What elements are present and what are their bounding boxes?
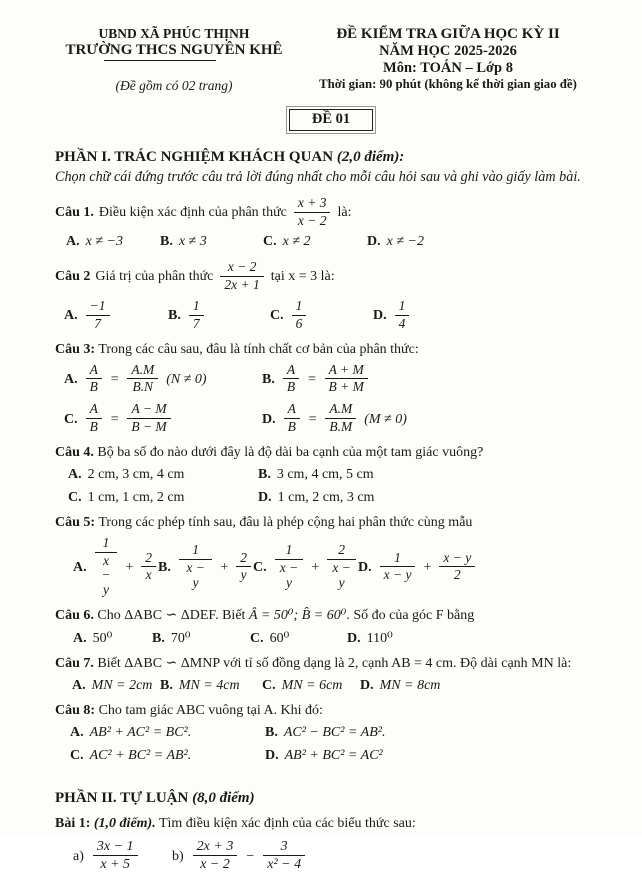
fraction-denominator: 7 — [192, 315, 200, 331]
option-label: A. — [70, 724, 84, 740]
fraction-denominator: x − 2 — [297, 212, 327, 228]
fraction — [127, 363, 158, 396]
option-c — [253, 537, 358, 599]
part2-title-text: PHẦN II. TỰ LUẬN — [55, 789, 189, 806]
option-text: x ≠ −2 — [386, 234, 424, 249]
option-label: D. — [358, 559, 372, 575]
duration-note: Thời gian: 90 phút (không kể thời gian giao đề) — [319, 77, 577, 91]
fraction-denominator: B.N — [132, 379, 154, 395]
fraction — [141, 551, 156, 584]
option-text: MN = 6cm — [281, 677, 343, 693]
header-left-block — [55, 26, 293, 94]
option-label: C. — [70, 747, 84, 763]
option-b — [265, 725, 598, 741]
question-6-label: Câu 6. — [55, 608, 94, 624]
header — [55, 26, 598, 94]
option-c — [250, 630, 347, 647]
question-4-label: Câu 4. — [55, 444, 94, 460]
option-c — [68, 490, 258, 506]
plus-sign: + — [311, 559, 320, 575]
fraction — [93, 839, 138, 873]
minus-sign: − — [246, 848, 255, 864]
question-3-text: Trong các câu sau, đâu là tính chất cơ bản của phân thức: — [98, 341, 419, 357]
option-c — [270, 300, 373, 333]
issuing-authority: UBND XÃ PHÚC THỊNH — [98, 26, 250, 41]
option-label: A. — [73, 630, 87, 646]
option-label: C. — [64, 411, 78, 427]
plus-sign: + — [125, 559, 134, 575]
exam-title: ĐỀ KIỂM TRA GIỮA HỌC KỲ II — [336, 26, 560, 42]
fraction-numerator: A + M — [325, 363, 368, 380]
option-text: MN = 8cm — [379, 677, 441, 693]
option-a — [70, 725, 265, 741]
question-8 — [55, 702, 598, 764]
question-8-options — [55, 725, 598, 764]
exercise-1-items — [55, 840, 598, 873]
exercise-1 — [55, 815, 598, 873]
question-4-text: Bộ ba số đo nào dưới đây là độ dài ba cạnh của một tam giác vuông? — [97, 444, 484, 460]
question-6-stem — [55, 607, 598, 626]
option-text: 70⁰ — [170, 631, 191, 646]
fraction — [86, 402, 102, 435]
fraction-denominator: 2 — [453, 567, 461, 583]
option-text: 50⁰ — [92, 631, 113, 646]
fraction-numerator: A.M — [127, 363, 158, 380]
option-suffix: (N ≠ 0) — [166, 371, 207, 387]
option-label: B. — [258, 466, 271, 482]
question-4-stem — [55, 444, 598, 463]
option-text: MN = 2cm — [91, 677, 153, 693]
question-1-stem — [55, 194, 598, 232]
fraction-denominator: B — [286, 379, 296, 395]
fraction-numerator: A — [284, 402, 300, 419]
fraction — [86, 299, 110, 332]
fraction — [263, 839, 305, 873]
fraction — [127, 402, 170, 435]
option-label: B. — [158, 559, 171, 575]
fraction-denominator: 6 — [295, 315, 303, 331]
option-text: AB² + AC² = BC². — [89, 724, 192, 740]
option-b — [168, 300, 270, 333]
question-3-stem — [55, 341, 598, 360]
option-a — [66, 234, 160, 250]
fraction — [284, 402, 300, 435]
option-label: D. — [367, 234, 381, 249]
fraction — [86, 363, 102, 396]
question-3-options — [55, 361, 598, 436]
part1-instruction: Chọn chữ cái đứng trước câu trả lời đúng nhất cho mỗi câu hỏi sau và ghi vào giấy làm bài. — [55, 169, 581, 185]
part1-title-text: PHẦN I. TRÁC NGHIỆM KHÁCH QUAN — [55, 149, 334, 165]
option-d — [347, 630, 598, 647]
option-d — [265, 748, 598, 764]
fraction-denominator: x − y — [383, 567, 412, 583]
fraction-numerator: 2 — [327, 543, 356, 560]
fraction-denominator: B.M — [329, 419, 353, 435]
fraction-denominator: 7 — [94, 315, 101, 331]
subject-grade: Môn: TOÁN – Lớp 8 — [383, 60, 513, 76]
fraction — [275, 543, 304, 591]
exercise-1-points: (1,0 điểm). — [93, 815, 156, 831]
fraction-denominator: x − y — [101, 552, 111, 598]
option-text: MN = 4cm — [178, 677, 240, 693]
option-d — [262, 403, 598, 436]
fraction-numerator: x + 3 — [294, 196, 331, 213]
plus-sign: + — [220, 559, 229, 575]
question-2-options — [55, 300, 598, 333]
question-5 — [55, 514, 598, 599]
question-6-math: Â = 50⁰; B̂ = 60⁰ — [248, 608, 347, 624]
fraction-denominator: y — [240, 567, 247, 583]
option-label: A. — [73, 559, 87, 575]
fraction-numerator: A — [283, 363, 299, 380]
option-c — [64, 403, 262, 436]
header-right-block — [298, 26, 598, 92]
fraction — [327, 543, 356, 591]
fraction-numerator: 3 — [263, 839, 305, 856]
fraction — [439, 551, 475, 584]
exercise-1-stem — [55, 815, 598, 834]
fraction-numerator: 2 — [141, 551, 156, 568]
question-7-stem — [55, 655, 598, 674]
option-label: A. — [66, 234, 80, 249]
part2-title — [55, 790, 598, 807]
option-label: A. — [72, 677, 86, 693]
fraction — [236, 551, 251, 584]
option-b — [158, 537, 253, 599]
option-text: 1 cm, 2 cm, 3 cm — [277, 489, 375, 505]
option-text: x ≠ −3 — [85, 234, 123, 249]
option-label: D. — [373, 308, 387, 324]
question-2-text: Giá trị của phân thức — [95, 269, 214, 284]
fraction — [283, 363, 299, 396]
item-b-label: b) — [172, 848, 184, 864]
equals-sign: = — [307, 411, 318, 427]
question-5-stem — [55, 514, 598, 533]
option-text: 3 cm, 4 cm, 5 cm — [276, 466, 374, 482]
option-label: C. — [270, 308, 284, 324]
question-1-label: Câu 1. — [55, 205, 94, 220]
question-6-options — [55, 630, 598, 647]
plus-sign: + — [423, 559, 432, 575]
question-7-text: Biết ΔABC ∽ ΔMNP với tỉ số đồng dạng là 2, cạnh AB = 4 cm. Độ dài cạnh MN là: — [97, 656, 572, 671]
question-4 — [55, 444, 598, 506]
option-d — [258, 490, 598, 506]
question-6-text: Cho ΔABC ∽ ΔDEF. Biết — [97, 608, 246, 624]
option-d — [360, 678, 598, 694]
fraction — [220, 260, 263, 293]
fraction-denominator: B — [287, 419, 296, 435]
question-7 — [55, 655, 598, 694]
exercise-1-text: Tìm điều kiện xác định của các biểu thức sau: — [158, 815, 416, 831]
option-label: C. — [68, 489, 82, 505]
option-label: C. — [263, 234, 277, 249]
fraction-denominator: x − 2 — [200, 857, 230, 873]
item-a-label: a) — [73, 848, 84, 864]
option-text: AC² − BC² = AB². — [283, 724, 386, 740]
question-4-options — [55, 467, 598, 506]
fraction-numerator: 3x − 1 — [93, 839, 138, 856]
question-2-label: Câu 2 — [55, 269, 91, 284]
option-b — [262, 361, 598, 397]
fraction-denominator: x − y — [332, 560, 351, 590]
question-5-label: Câu 5: — [55, 514, 96, 530]
option-label: A. — [68, 466, 82, 482]
option-label: B. — [262, 371, 275, 387]
fraction — [292, 299, 307, 332]
fraction-denominator: x − y — [186, 560, 205, 590]
question-1 — [55, 194, 598, 250]
fraction-denominator: x + 5 — [100, 857, 131, 873]
option-text: x ≠ 2 — [282, 234, 311, 249]
question-7-label: Câu 7. — [55, 656, 94, 671]
fraction — [294, 196, 331, 229]
option-text: 2 cm, 3 cm, 4 cm — [87, 466, 185, 482]
option-suffix: (M ≠ 0) — [364, 411, 407, 427]
exam-code-box: ĐỀ 01 — [289, 109, 373, 131]
question-8-label: Câu 8: — [55, 702, 96, 718]
option-c — [70, 748, 265, 764]
option-label: D. — [347, 630, 361, 646]
fraction-denominator: B — [89, 379, 98, 395]
fraction-denominator: B — [89, 419, 98, 435]
fraction-numerator: 1 — [380, 551, 416, 568]
option-label: B. — [168, 308, 181, 324]
fraction — [189, 299, 204, 332]
option-a — [73, 630, 152, 647]
question-1-text-after: là: — [337, 205, 352, 220]
fraction-numerator: 1 — [95, 536, 118, 553]
fraction — [179, 543, 213, 591]
fraction-denominator: x — [145, 567, 152, 583]
option-text: 60⁰ — [269, 631, 290, 646]
option-label: B. — [265, 724, 278, 740]
equals-sign: = — [109, 411, 120, 427]
option-label: D. — [265, 747, 279, 763]
question-1-options — [55, 234, 598, 250]
fraction — [380, 551, 416, 584]
question-2-stem — [55, 258, 598, 296]
fraction — [325, 402, 356, 435]
question-5-text: Trong các phép tính sau, đâu là phép cộng hai phân thức cùng mẫu — [98, 514, 473, 530]
question-7-options — [55, 678, 598, 694]
part1-title — [55, 149, 598, 166]
school-name: TRƯỜNG THCS NGUYÊN KHÊ — [65, 42, 283, 58]
fraction-denominator: x − y — [279, 560, 299, 590]
part2-points: (8,0 điểm) — [192, 789, 255, 806]
fraction-numerator: A.M — [325, 402, 356, 419]
option-a — [64, 361, 262, 397]
fraction-numerator: 1 — [179, 543, 213, 560]
fraction-denominator: x² − 4 — [267, 857, 302, 873]
fraction — [395, 299, 410, 332]
part1-points: (2,0 điểm): — [336, 149, 405, 165]
question-2 — [55, 258, 598, 333]
school-year: NĂM HỌC 2025-2026 — [379, 43, 517, 59]
fraction-numerator: 1 — [189, 299, 204, 316]
fraction-denominator: B − M — [131, 419, 167, 435]
option-label: A. — [64, 371, 78, 387]
question-8-stem — [55, 702, 598, 721]
option-c — [263, 234, 367, 250]
item-a — [73, 840, 172, 873]
fraction — [95, 536, 118, 598]
fraction-denominator: B + M — [328, 379, 364, 395]
option-text: AB² + BC² = AC² — [284, 747, 383, 763]
fraction-denominator: 4 — [398, 315, 406, 331]
question-3 — [55, 341, 598, 436]
option-label: D. — [262, 411, 276, 427]
header-underline — [104, 60, 216, 61]
item-b — [172, 840, 598, 873]
fraction-numerator: 1 — [292, 299, 307, 316]
question-6-text-after: . Số đo của góc F bằng — [346, 608, 475, 624]
fraction-numerator: 2x + 3 — [193, 839, 238, 856]
option-label: D. — [258, 489, 272, 505]
fraction-numerator: A — [86, 402, 102, 419]
fraction — [193, 839, 238, 873]
option-a — [68, 467, 258, 483]
fraction-numerator: x − 2 — [220, 260, 263, 277]
option-b — [152, 630, 250, 647]
equals-sign: = — [307, 371, 317, 387]
pages-note: (Đề gồm có 02 trang) — [115, 78, 233, 93]
exercise-1-label: Bài 1: — [55, 815, 91, 831]
option-label: C. — [250, 630, 264, 646]
option-label: B. — [152, 630, 165, 646]
option-a — [72, 678, 160, 694]
option-d — [367, 234, 598, 250]
option-text: AC² + BC² = AB². — [89, 747, 192, 763]
option-label: D. — [360, 677, 374, 693]
option-b — [160, 234, 263, 250]
option-text: 110⁰ — [366, 631, 393, 646]
option-b — [160, 678, 262, 694]
option-b — [258, 467, 598, 483]
option-text: 1 cm, 1 cm, 2 cm — [87, 489, 185, 505]
question-8-text: Cho tam giác ABC vuông tại A. Khi đó: — [98, 702, 323, 718]
fraction-denominator: 2x + 1 — [224, 276, 260, 292]
option-text: x ≠ 3 — [178, 234, 207, 249]
fraction — [325, 363, 368, 396]
option-d — [358, 537, 598, 599]
option-label: C. — [262, 677, 276, 693]
equals-sign: = — [109, 371, 120, 387]
question-5-options — [55, 534, 598, 599]
option-label: A. — [64, 308, 78, 324]
fraction-numerator: A — [86, 363, 102, 380]
question-3-label: Câu 3: — [55, 341, 96, 357]
option-d — [373, 300, 598, 333]
option-label: C. — [253, 559, 267, 575]
question-6 — [55, 607, 598, 647]
question-1-text: Điều kiện xác định của phân thức — [98, 205, 287, 220]
option-label: B. — [160, 234, 173, 249]
fraction-numerator: −1 — [86, 299, 110, 316]
question-2-text-after: tại x = 3 là: — [270, 269, 335, 284]
option-a — [64, 300, 168, 333]
fraction-numerator: 1 — [275, 543, 304, 560]
fraction-numerator: 1 — [395, 299, 410, 316]
option-c — [262, 678, 360, 694]
fraction-numerator: x − y — [439, 551, 475, 568]
fraction-numerator: 2 — [236, 551, 251, 568]
option-label: B. — [160, 677, 173, 693]
fraction-numerator: A − M — [127, 402, 170, 419]
option-a — [73, 534, 158, 599]
